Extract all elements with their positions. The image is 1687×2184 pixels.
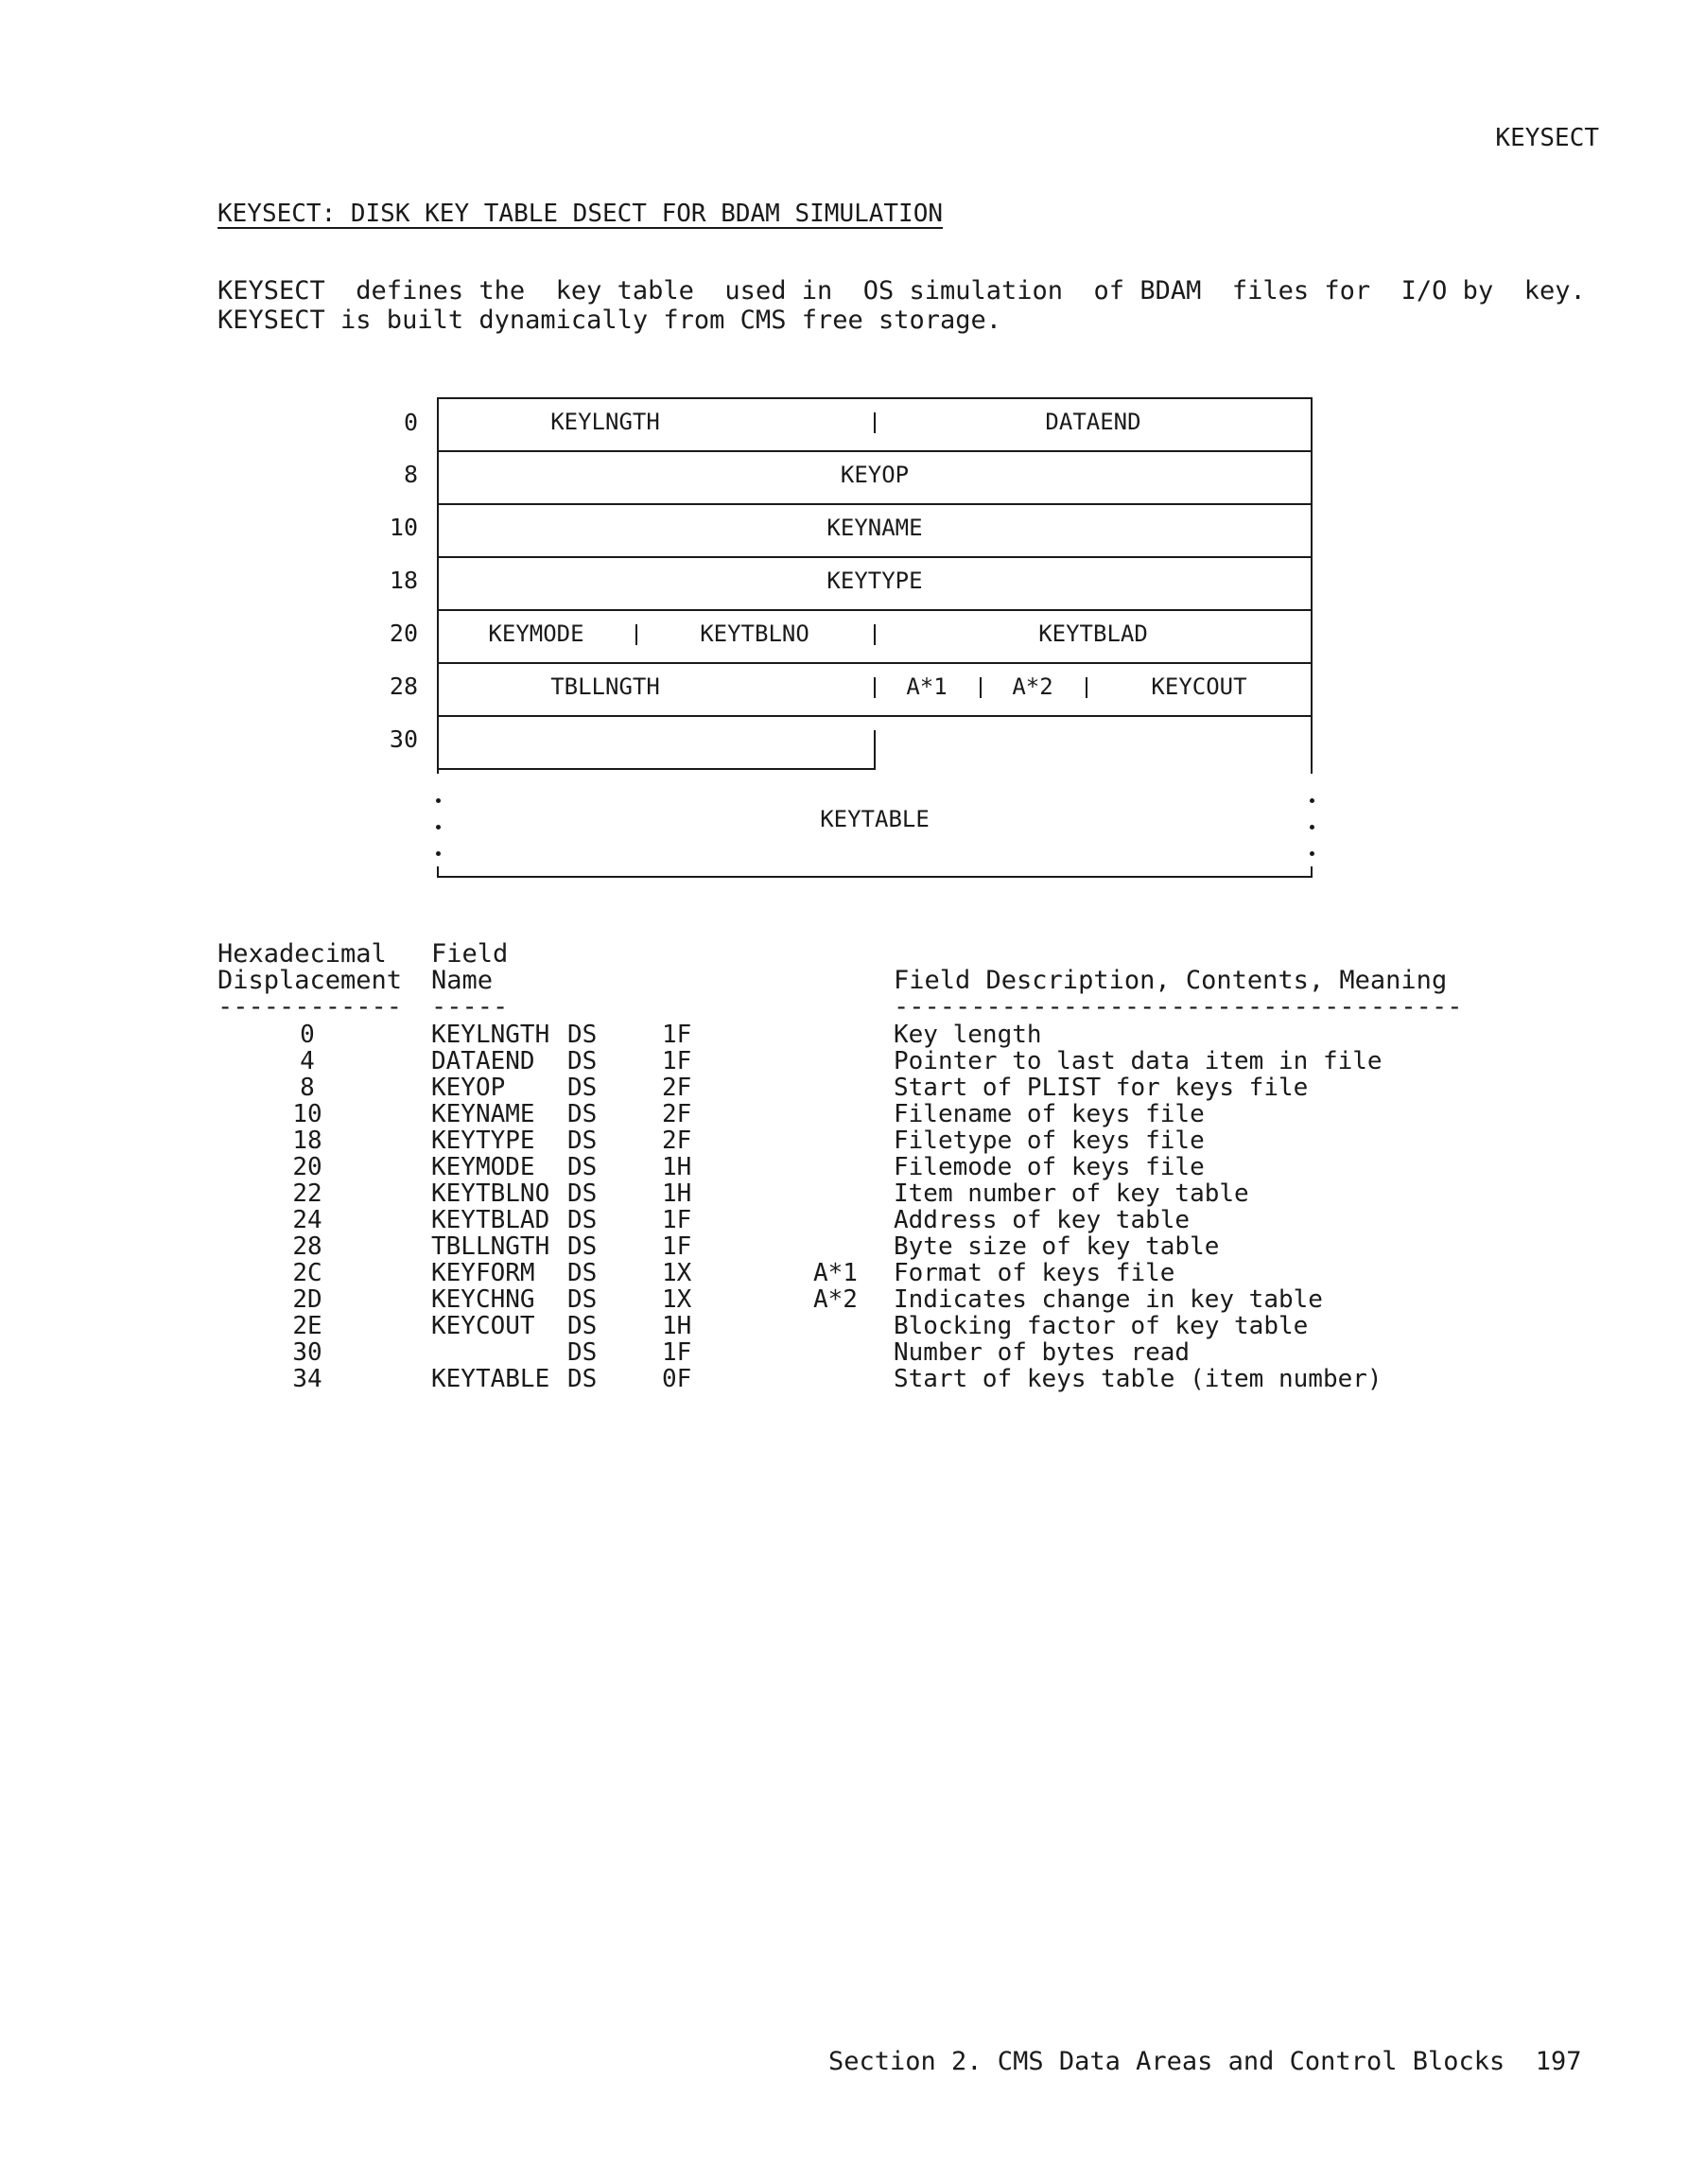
offset-label: 28 bbox=[389, 673, 418, 700]
cell-description: Key length bbox=[894, 1021, 1042, 1049]
cell-ds: DS bbox=[567, 1365, 598, 1393]
cell-description: Address of key table bbox=[894, 1206, 1191, 1234]
frame-bottom bbox=[437, 876, 1313, 878]
offset-label: 0 bbox=[403, 409, 418, 436]
cell-field-name: KEYLNGTH bbox=[431, 1021, 550, 1049]
intro-paragraph bbox=[217, 276, 1598, 335]
cell-field-name: KEYTBLAD bbox=[431, 1206, 550, 1234]
cell-field-name: KEYCOUT bbox=[431, 1312, 535, 1340]
cell-note: A*2 bbox=[813, 1285, 858, 1314]
cell-field-name: KEYMODE bbox=[431, 1153, 535, 1181]
cell-displacement: 22 bbox=[292, 1179, 322, 1208]
continuation-dot bbox=[436, 825, 441, 830]
cell-length: 0F bbox=[662, 1365, 692, 1393]
cell-length: 1F bbox=[662, 1232, 692, 1261]
frame-left-end bbox=[437, 866, 439, 878]
cell-displacement: 8 bbox=[300, 1074, 315, 1102]
cell-displacement: 34 bbox=[292, 1365, 322, 1393]
field-a1: A*1 bbox=[906, 673, 948, 700]
offset-label: 8 bbox=[403, 461, 418, 488]
cell-description: Start of keys table (item number) bbox=[894, 1365, 1383, 1393]
offset-label: 10 bbox=[389, 514, 418, 541]
cell-length: 1H bbox=[662, 1153, 692, 1181]
cell-description: Byte size of key table bbox=[894, 1232, 1220, 1261]
page-title: KEYSECT: DISK KEY TABLE DSECT FOR BDAM SIMULATION bbox=[217, 200, 944, 228]
cell-displacement: 30 bbox=[292, 1338, 322, 1367]
cell-description: Filemode of keys file bbox=[894, 1153, 1205, 1181]
cell-description: Start of PLIST for keys file bbox=[894, 1074, 1309, 1102]
header-name-line1: Field bbox=[431, 939, 509, 969]
cell-ds: DS bbox=[567, 1127, 598, 1155]
field-keymode: KEYMODE bbox=[488, 620, 584, 647]
field-separator bbox=[635, 624, 637, 645]
row-divider bbox=[437, 450, 1313, 452]
header-desc: Field Description, Contents, Meaning bbox=[894, 966, 1448, 995]
row-divider-partial bbox=[437, 768, 876, 770]
row-divider bbox=[437, 503, 1313, 505]
cell-displacement: 2E bbox=[292, 1312, 322, 1340]
cell-displacement: 2D bbox=[292, 1285, 322, 1314]
header-disp-line2: Displacement bbox=[217, 966, 403, 995]
field-separator bbox=[980, 677, 982, 698]
offset-label: 20 bbox=[389, 620, 418, 647]
row-divider bbox=[437, 556, 1313, 558]
field-keycout: KEYCOUT bbox=[1151, 673, 1247, 700]
offset-label: 30 bbox=[389, 725, 418, 753]
continuation-dot bbox=[436, 798, 441, 803]
cell-field-name: KEYFORM bbox=[431, 1259, 535, 1287]
cell-length: 1F bbox=[662, 1047, 692, 1075]
field-keylngth: KEYLNGTH bbox=[550, 409, 660, 435]
cell-note: A*1 bbox=[813, 1259, 858, 1287]
cell-length: 2F bbox=[662, 1127, 692, 1155]
field-separator bbox=[874, 624, 876, 645]
cell-ds: DS bbox=[567, 1153, 598, 1181]
cell-displacement: 2C bbox=[292, 1259, 322, 1287]
field-separator bbox=[874, 677, 876, 698]
cell-length: 2F bbox=[662, 1100, 692, 1128]
field-keytype: KEYTYPE bbox=[826, 568, 923, 594]
cell-ds: DS bbox=[567, 1338, 598, 1367]
offset-label: 18 bbox=[389, 567, 418, 594]
cell-ds: DS bbox=[567, 1179, 598, 1208]
frame-right-end bbox=[1311, 866, 1313, 878]
cell-field-name: TBLLNGTH bbox=[431, 1232, 550, 1261]
field-keytblad: KEYTBLAD bbox=[1038, 620, 1148, 647]
cell-description: Filename of keys file bbox=[894, 1100, 1205, 1128]
continuation-dot bbox=[436, 851, 441, 856]
cell-field-name: DATAEND bbox=[431, 1047, 535, 1075]
cell-displacement: 28 bbox=[292, 1232, 322, 1261]
cell-displacement: 20 bbox=[292, 1153, 322, 1181]
cell-field-name: KEYOP bbox=[431, 1074, 506, 1102]
header-name-line2: Name bbox=[431, 966, 494, 995]
cell-ds: DS bbox=[567, 1100, 598, 1128]
running-head: KEYSECT bbox=[1495, 124, 1599, 152]
frame-right bbox=[1311, 397, 1313, 774]
cell-description: Blocking factor of key table bbox=[894, 1312, 1309, 1340]
field-a2: A*2 bbox=[1012, 673, 1053, 700]
field-keyop: KEYOP bbox=[840, 462, 910, 488]
continuation-dot bbox=[1310, 798, 1314, 803]
cell-field-name: KEYTABLE bbox=[431, 1365, 550, 1393]
continuation-dot bbox=[1310, 825, 1314, 830]
frame-top bbox=[437, 397, 1313, 399]
cell-description: Filetype of keys file bbox=[894, 1127, 1205, 1155]
intro-line-2: KEYSECT is built dynamically from CMS free storage. bbox=[217, 306, 1002, 335]
cell-displacement: 18 bbox=[292, 1127, 322, 1155]
cell-description: Number of bytes read bbox=[894, 1338, 1191, 1367]
field-dataend: DATAEND bbox=[1045, 409, 1141, 435]
field-tbllngth: TBLLNGTH bbox=[550, 673, 660, 700]
field-separator bbox=[1086, 677, 1087, 698]
cell-ds: DS bbox=[567, 1074, 598, 1102]
intro-line-1: KEYSECT defines the key table used in OS simulation of BDAM files for I/O by key. bbox=[217, 276, 1586, 306]
page-footer: Section 2. CMS Data Areas and Control Blocks 197 bbox=[828, 2047, 1582, 2076]
cell-displacement: 10 bbox=[292, 1100, 322, 1128]
cell-length: 1X bbox=[662, 1285, 692, 1314]
keysect-layout-diagram bbox=[378, 397, 1324, 889]
cell-ds: DS bbox=[567, 1047, 598, 1075]
cell-description: Format of keys file bbox=[894, 1259, 1175, 1287]
header-disp-rule: ------------ bbox=[217, 992, 403, 1022]
cell-length: 1H bbox=[662, 1312, 692, 1340]
continuation-dot bbox=[1310, 851, 1314, 856]
cell-field-name: KEYTBLNO bbox=[431, 1179, 550, 1208]
header-disp-line1: Hexadecimal bbox=[217, 939, 387, 969]
cell-displacement: 4 bbox=[300, 1047, 315, 1075]
header-desc-rule: ------------------------------------- bbox=[894, 992, 1463, 1022]
cell-length: 1X bbox=[662, 1259, 692, 1287]
row-divider bbox=[437, 609, 1313, 611]
cell-length: 1H bbox=[662, 1179, 692, 1208]
row-divider bbox=[437, 662, 1313, 664]
cell-ds: DS bbox=[567, 1285, 598, 1314]
cell-ds: DS bbox=[567, 1021, 598, 1049]
field-keyname: KEYNAME bbox=[826, 515, 923, 541]
cell-length: 1F bbox=[662, 1338, 692, 1367]
cell-displacement: 0 bbox=[300, 1021, 315, 1049]
field-keytable: KEYTABLE bbox=[820, 806, 930, 832]
cell-description: Item number of key table bbox=[894, 1179, 1249, 1208]
row-divider bbox=[437, 715, 1313, 717]
cell-field-name: KEYCHNG bbox=[431, 1285, 535, 1314]
cell-description: Indicates change in key table bbox=[894, 1285, 1323, 1314]
cell-field-name: KEYNAME bbox=[431, 1100, 535, 1128]
cell-ds: DS bbox=[567, 1312, 598, 1340]
cell-ds: DS bbox=[567, 1259, 598, 1287]
cell-displacement: 24 bbox=[292, 1206, 322, 1234]
cell-length: 1F bbox=[662, 1206, 692, 1234]
cell-ds: DS bbox=[567, 1232, 598, 1261]
header-name-rule: ----- bbox=[431, 992, 509, 1022]
cell-description: Pointer to last data item in file bbox=[894, 1047, 1383, 1075]
field-keytblno: KEYTBLNO bbox=[700, 620, 809, 647]
field-separator bbox=[874, 412, 876, 433]
cell-length: 2F bbox=[662, 1074, 692, 1102]
field-separator bbox=[874, 730, 876, 770]
frame-left bbox=[437, 397, 439, 774]
cell-field-name: KEYTYPE bbox=[431, 1127, 535, 1155]
cell-length: 1F bbox=[662, 1021, 692, 1049]
cell-ds: DS bbox=[567, 1206, 598, 1234]
